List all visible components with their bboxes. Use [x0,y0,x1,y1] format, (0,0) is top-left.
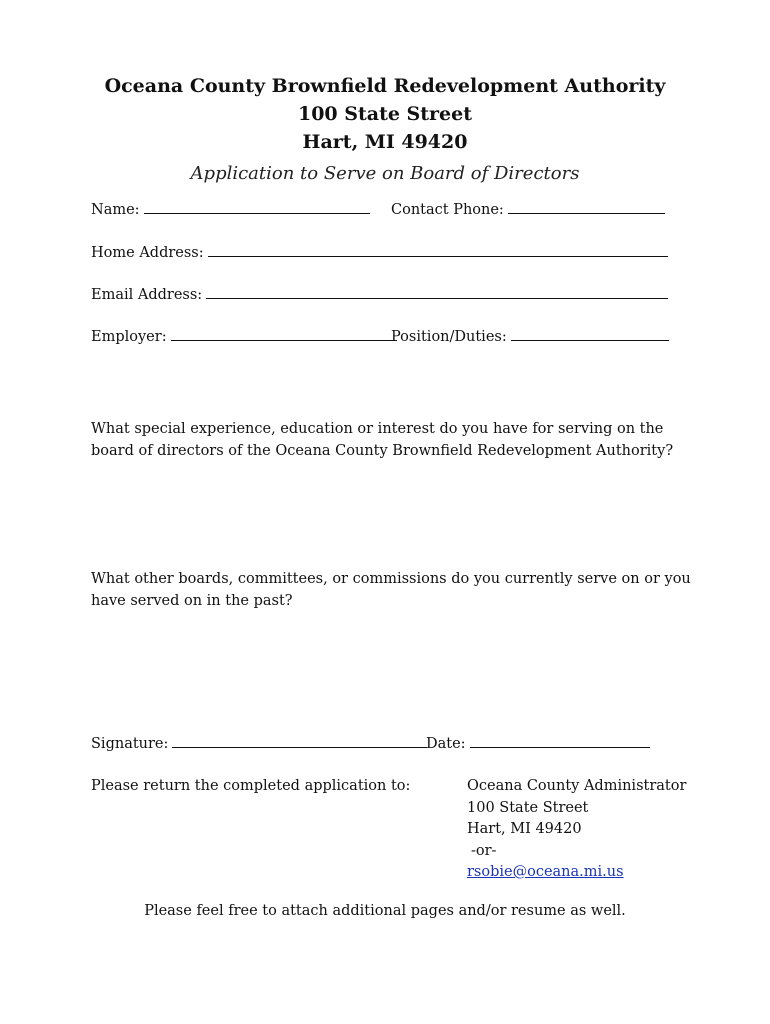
email-address-field[interactable] [206,297,668,299]
email-address-row [91,287,668,303]
signature-label: Signature: [91,736,169,752]
contact-phone-label: Contact Phone: [391,202,504,218]
email-address-label: Email Address: [91,287,203,303]
organization-street: 100 State Street [297,103,473,125]
date-row [426,736,650,752]
contact-phone-row [391,202,665,218]
name-field[interactable] [144,212,370,214]
employer-field[interactable] [171,339,397,341]
return-recipient: Oceana County Administrator [467,778,687,794]
return-street: 100 State Street [467,799,589,816]
position-row [391,329,669,345]
return-email-link[interactable]: rsobie@oceana.mi.us [467,864,624,880]
form-title: Application to Serve on Board of Directors [190,163,580,184]
date-field[interactable] [470,746,650,748]
signature-field[interactable] [172,746,427,748]
position-label: Position/Duties: [391,329,507,345]
question-other-boards: What other boards, committees, or commissions do you currently serve on or you have served on in the past? [91,571,691,609]
organization-city: Hart, MI 49420 [302,131,468,153]
employer-row [91,329,397,345]
name-row [91,202,370,218]
home-address-label: Home Address: [91,245,204,261]
home-address-field[interactable] [208,255,668,257]
contact-phone-field[interactable] [508,212,665,214]
return-instructions: Please return the completed application to: [91,778,411,794]
footer-note: Please feel free to attach additional pages and/or resume as well. [144,903,626,919]
form-header [0,72,770,188]
signature-row [91,736,427,752]
organization-name: Oceana County Brownfield Redevelopment Authority [104,75,666,97]
date-label: Date: [426,736,466,752]
return-address-block [467,776,686,884]
name-label: Name: [91,202,140,218]
position-field[interactable] [511,339,669,341]
home-address-row [91,245,668,261]
question-experience: What special experience, education or interest do you have for serving on the board of directors of the Oceana County Brownfield Redevelopment Authority? [91,421,674,459]
return-city: Hart, MI 49420 [467,821,582,837]
return-or: -or- [471,842,497,859]
employer-label: Employer: [91,329,167,345]
